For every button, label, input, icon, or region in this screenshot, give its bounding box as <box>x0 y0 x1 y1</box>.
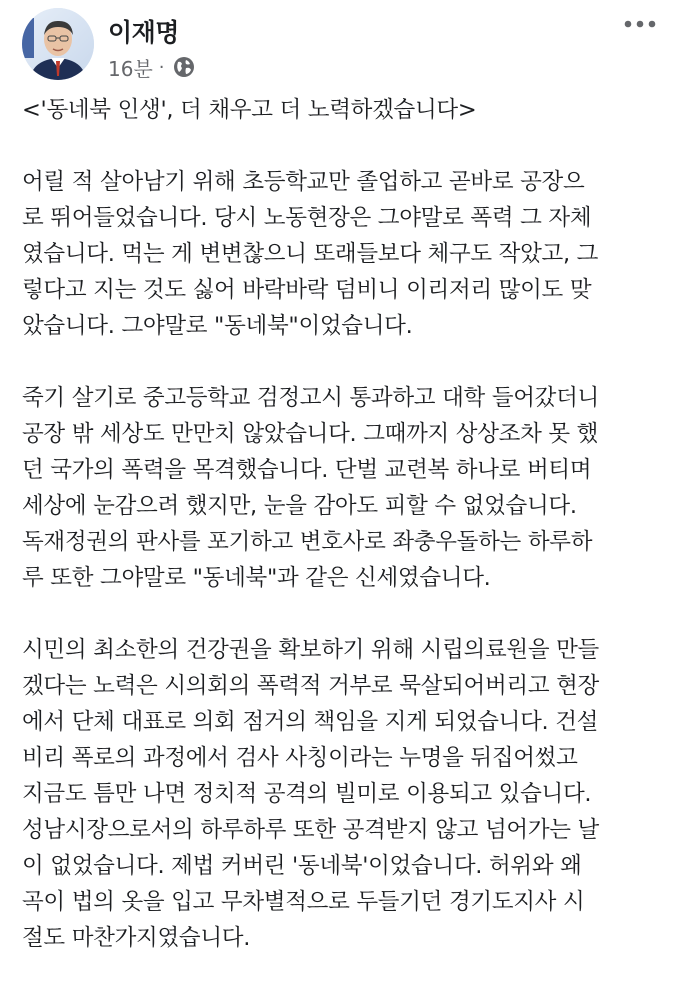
post-paragraph-1: 어릴 적 살아남기 위해 초등학교만 졸업하고 곧바로 공장으 로 뛰어들었습니다. 당시 노동현장은 그야말로 폭력 그 자체 였습니다. 먹는 게 변변찮으니 또래들보다 체구도 작았고, 그 렇다고 지는 것도 싫어 바락바락 덤비니 이리저리 많이도 맞 았습니다. 그야말로 "동네북"이었습니다. <box>22 169 599 339</box>
post-time[interactable]: 16분 <box>108 56 153 81</box>
author-avatar[interactable] <box>22 8 94 80</box>
meta-separator: · <box>158 56 165 78</box>
more-dots-icon <box>624 20 656 28</box>
post-header <box>0 0 680 90</box>
globe-icon[interactable] <box>173 56 195 78</box>
post-title: <'동네북 인생', 더 채우고 더 노력하겠습니다> <box>22 97 477 123</box>
post-paragraph-3: 시민의 최소한의 건강권을 확보하기 위해 시립의료원을 만들 겠다는 노력은 시의회의 폭력적 거부로 묵살되어버리고 현장 에서 단체 대표로 의회 점거의 책임을 지게 되었습니다. 건설 비리 폭로의 과정에서 검사 사칭이라는 누명을 뒤집어썼고 지금도 틈만 나면 정치적 공격의 빌미로 이용되고 있습니다. 성남시장으로서의 하루하루 또한 공격받지 않고 넘어가는 날 이 없었습니다. 제법 커버린 '동네북'이었습니다. 허위와 왜 곡이 법의 옷을 입고 무차별적으로 두들기던 경기도지사 시 절도 마찬가지였습니다. <box>22 637 599 951</box>
post-paragraph-2: 죽기 살기로 중고등학교 검정고시 통과하고 대학 들어갔더니 공장 밖 세상도 만만치 않았습니다. 그때까지 상상조차 못 했 던 국가의 폭력을 목격했습니다. 단벌 교련복 하나로 버티며 세상에 눈감으려 했지만, 눈을 감아도 피할 수 없었습니다. 독재정권의 판사를 포기하고 변호사로 좌충우돌하는 하루하 루 또한 그야말로 "동네북"과 같은 신세였습니다. <box>22 385 599 591</box>
post-meta <box>108 54 195 80</box>
more-options-button[interactable] <box>620 12 660 36</box>
author-name[interactable]: 이재명 <box>108 18 179 47</box>
post-body <box>22 92 662 992</box>
author-photo <box>22 8 94 80</box>
